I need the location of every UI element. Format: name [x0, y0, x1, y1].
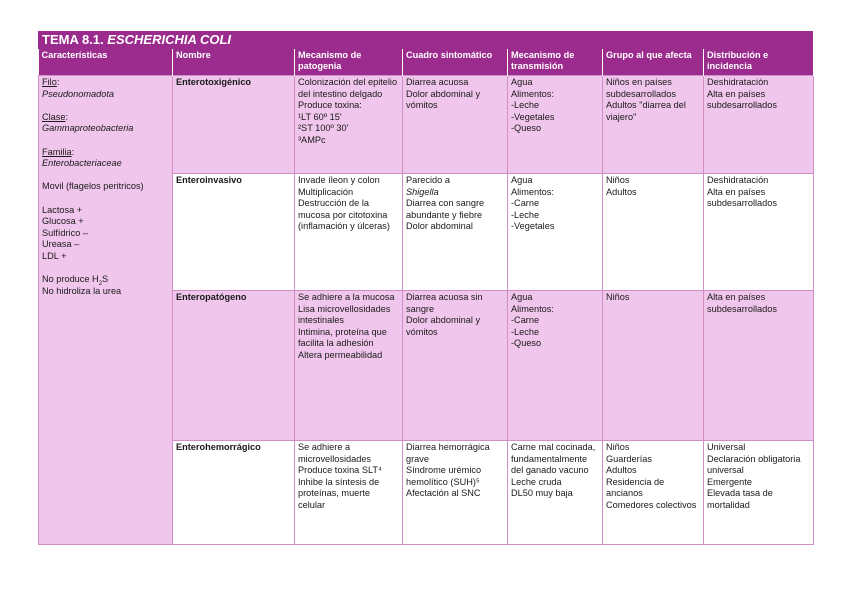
page-title: [38, 31, 813, 49]
pathotype-table: [38, 49, 814, 545]
distribution-cell: Universal Declaración obligatoria universal Emergente Elevada tasa de mortalidad: [704, 441, 814, 545]
transmission-cell: Carne mal cocinada, fundamentalmente del ganado vacuno Leche cruda DL50 muy baja: [508, 441, 603, 545]
transmission-cell: Agua Alimentos: -Carne -Leche -Vegetales: [508, 174, 603, 291]
symptoms-cell: Diarrea hemorrágica grave Síndrome urémico hemolítico (SUH)⁵ Afectación al SNC: [403, 441, 508, 545]
title-prefix: TEMA 8.1.: [42, 32, 104, 47]
group-cell: Niños Adultos: [603, 174, 704, 291]
sulfidrico-text: Sulfídrico –: [42, 227, 88, 238]
document-sheet: [38, 31, 813, 545]
familia-value: Enterobacteriaceae: [42, 158, 122, 169]
ldl-text: LDL +: [42, 250, 67, 261]
distribution-cell: Deshidratación Alta en países subdesarrollados: [704, 174, 814, 291]
lactosa-text: Lactosa +: [42, 204, 83, 215]
table-row: [39, 76, 814, 174]
pathotype-name: Enteropatógeno: [173, 291, 295, 441]
header-mecanismo-patogenia: Mecanismo de patogenia: [295, 49, 403, 76]
characteristics-cell: Filo: Pseudonomadota Clase: Gammaproteobacteria Familia: Enterobacteriaceae Movil (flagelos peritricos) Lactosa + Glucosa + Sulfídrico – Ureasa – LDL + No produce $H_2S$ No hidroliza la urea: [39, 76, 173, 545]
mechanism-cell: Se adhiere a microvellosidades Produce toxina SLT⁴ Inhibe la síntesis de proteínas, muerte celular: [295, 441, 403, 545]
header-mecanismo-transmision: Mecanismo de transmisión: [508, 49, 603, 76]
familia-label: Familia: [42, 146, 72, 157]
mechanism-cell: Invade íleon y colon Multiplicación Destrucción de la mucosa por citotoxina (inflamación y úlceras): [295, 174, 403, 291]
pathotype-name: Enteroinvasivo: [173, 174, 295, 291]
motility-text: Movil (flagelos peritricos): [42, 181, 144, 192]
header-grupo: Grupo al que afecta: [603, 49, 704, 76]
h2s-text: No produce $H_2S$: [42, 274, 109, 287]
header-caracteristicas: Características: [39, 49, 173, 76]
symptoms-cell: Parecido a Shigella Diarrea con sangre abundante y fiebre Dolor abdominal: [403, 174, 508, 291]
distribution-cell: Alta en países subdesarrollados: [704, 291, 814, 441]
distribution-cell: Deshidratación Alta en países subdesarrollados: [704, 76, 814, 174]
symptoms-cell: Diarrea acuosa sin sangre Dolor abdominal y vómitos: [403, 291, 508, 441]
header-distribucion: Distribución e incidencia: [704, 49, 814, 76]
header-cuadro-sintomatico: Cuadro sintomático: [403, 49, 508, 76]
mechanism-cell: Se adhiere a la mucosa Lisa microvellosidades intestinales Intimina, proteína que facilita la adhesión Altera permeabilidad: [295, 291, 403, 441]
urea-text: No hidroliza la urea: [42, 285, 122, 296]
group-cell: Niños: [603, 291, 704, 441]
group-cell: Niños en países subdesarrollados Adultos "diarrea del viajero": [603, 76, 704, 174]
clase-value: Gammaproteobacteria: [42, 123, 134, 134]
glucosa-text: Glucosa +: [42, 216, 84, 227]
transmission-cell: Agua Alimentos: -Leche -Vegetales -Queso: [508, 76, 603, 174]
filo-label: Filo: [42, 77, 57, 87]
mechanism-cell: Colonización del epitelio del intestino delgado Produce toxina: ¹LT 60º 15' ²ST 100º 30' ³AMPc: [295, 76, 403, 174]
group-cell: Niños Guarderías Adultos Residencia de ancianos Comedores colectivos: [603, 441, 704, 545]
title-organism: ESCHERICHIA COLI: [107, 32, 232, 47]
ureasa-text: Ureasa –: [42, 239, 80, 250]
pathotype-name: Enterotoxigénico: [173, 76, 295, 174]
header-nombre: Nombre: [173, 49, 295, 76]
header-row: [39, 49, 814, 76]
symptoms-cell: Diarrea acuosa Dolor abdominal y vómitos: [403, 76, 508, 174]
pathotype-name: Enterohemorrágico: [173, 441, 295, 545]
clase-label: Clase: [42, 111, 66, 122]
transmission-cell: Agua Alimentos: -Carne -Leche -Queso: [508, 291, 603, 441]
filo-value: Pseudonomadota: [42, 88, 115, 99]
